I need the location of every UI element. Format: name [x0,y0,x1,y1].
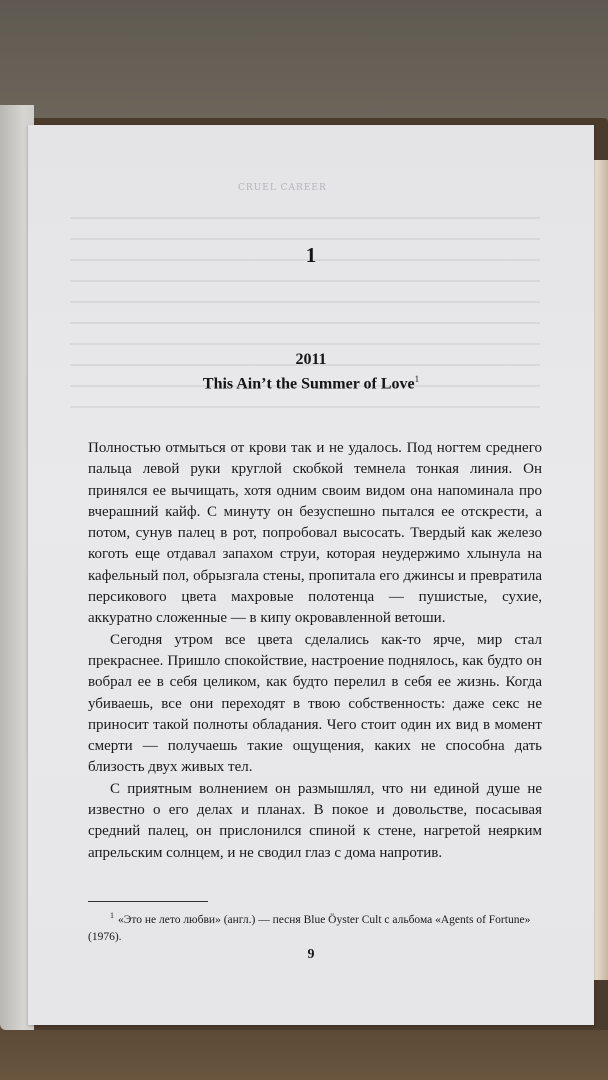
paragraph: Сегодня утром все цвета сделались как-то ярче, мир стал прекраснее. Пришло спокойствие, настроение поднялось, как будто он вобрал ее в себя целиком, как будто перелил в себя ее жизнь. Когда убиваешь, все они переходят в твою собственность: даже секс не приносит такой полноты обладания. Чего стоит один их вид в момент смерти — получаешь такие ощущения, каких не способна дать близость двух живых тел. [88,631,542,776]
footnote-text: «Это не лето любви» (англ.) — песня Blue Öyster Cult с альбома «Agents of Fortune» (1976). [88,913,531,943]
body-text [88,438,542,864]
running-head: CRUEL CAREER [238,183,327,193]
chapter-title [28,374,594,393]
chapter-number: 1 [305,243,317,267]
chapter-title-text: This Ain’t the Summer of Love [202,375,415,393]
footnote [88,907,542,946]
paragraph: С приятным волнением он размышлял, что ни единой душе не известно о его делах и планах. В покое и довольстве, посасывая средний палец, он прислонился спиной к стене, нагретой неярким апрельским солнцем, и не сводил глаз с дома напротив. [88,780,542,861]
table-surface [0,1030,608,1080]
page-number: 9 [307,947,315,962]
paragraph: Полностью отмыться от крови так и не удалось. Под ногтем среднего пальца левой руки круглой скобкой темнела тонкая линия. Он принялся ее вычищать, хотя одним своим видом она напоминала про вчерашний кайф. С минуту он безуспешно пытался ее отскрести, а потом, сунув палец в рот, попробовал высосать. Твердый как железо коготь еще отдавал запахом струи, которая неудержимо хлынула на кафельный пол, обрызгала стены, пропитала его джинсы и превратила персикового цвета махровые полотенца — пушистые, сухие, аккуратно сложенные — в кипу окровавленной ветоши. [88,440,542,627]
footnote-reference: 1 [414,374,420,384]
footnote-mark: 1 [110,911,114,920]
chapter-year: 2011 [295,351,327,368]
book-page [28,125,594,1025]
footnote-rule [88,901,208,902]
